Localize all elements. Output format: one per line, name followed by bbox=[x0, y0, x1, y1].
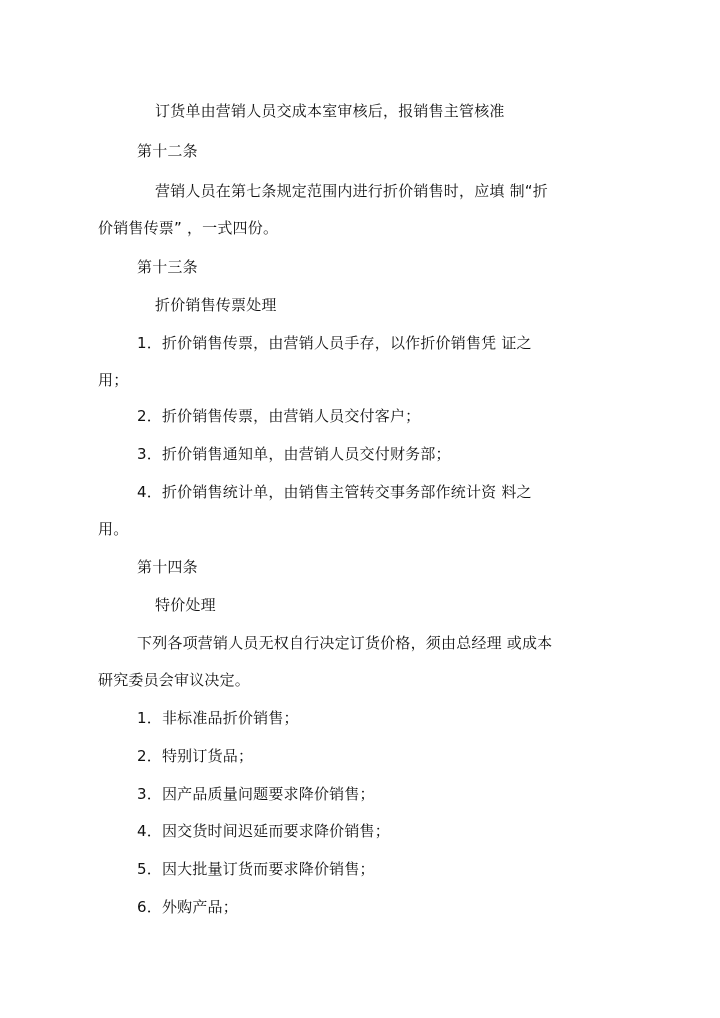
list-item: 3．折价销售通知单，由营销人员交付财务部； bbox=[137, 445, 451, 463]
list-item-continuation: 用； bbox=[98, 371, 129, 389]
list-item: 1．折价销售传票，由营销人员手存，以作折价销售凭 证之 bbox=[137, 334, 532, 352]
paragraph-line: 下列各项营销人员无权自行决定订货价格，须由总经理 或成本 bbox=[137, 634, 553, 652]
list-item: 4．因交货时间迟延而要求降价销售； bbox=[137, 822, 390, 840]
article-heading: 第十四条 bbox=[137, 558, 198, 576]
list-item: 4．折价销售统计单，由销售主管转交事务部作统计资 料之 bbox=[137, 483, 532, 501]
list-item: 2．特别订货品； bbox=[137, 747, 254, 765]
article-heading: 第十二条 bbox=[137, 142, 198, 160]
list-item: 5．因大批量订货而要求降价销售； bbox=[137, 860, 375, 878]
paragraph-line: 价销售传票” ，一式四份。 bbox=[98, 219, 279, 237]
paragraph-line: 营销人员在第七条规定范围内进行折价销售时，应填 制“折 bbox=[155, 182, 548, 200]
section-heading: 折价销售传票处理 bbox=[155, 296, 277, 314]
list-item-continuation: 用。 bbox=[98, 520, 129, 538]
list-item: 6．外购产品； bbox=[137, 898, 238, 916]
list-item: 1．非标准品折价销售； bbox=[137, 709, 299, 727]
section-heading: 特价处理 bbox=[155, 596, 216, 614]
paragraph-line: 研究委员会审议决定。 bbox=[98, 671, 251, 689]
paragraph-line: 订货单由营销人员交成本室审核后，报销售主管核准 bbox=[155, 102, 505, 120]
list-item: 3．因产品质量问题要求降价销售； bbox=[137, 785, 375, 803]
list-item: 2．折价销售传票，由营销人员交付客户； bbox=[137, 407, 421, 425]
article-heading: 第十三条 bbox=[137, 258, 198, 276]
